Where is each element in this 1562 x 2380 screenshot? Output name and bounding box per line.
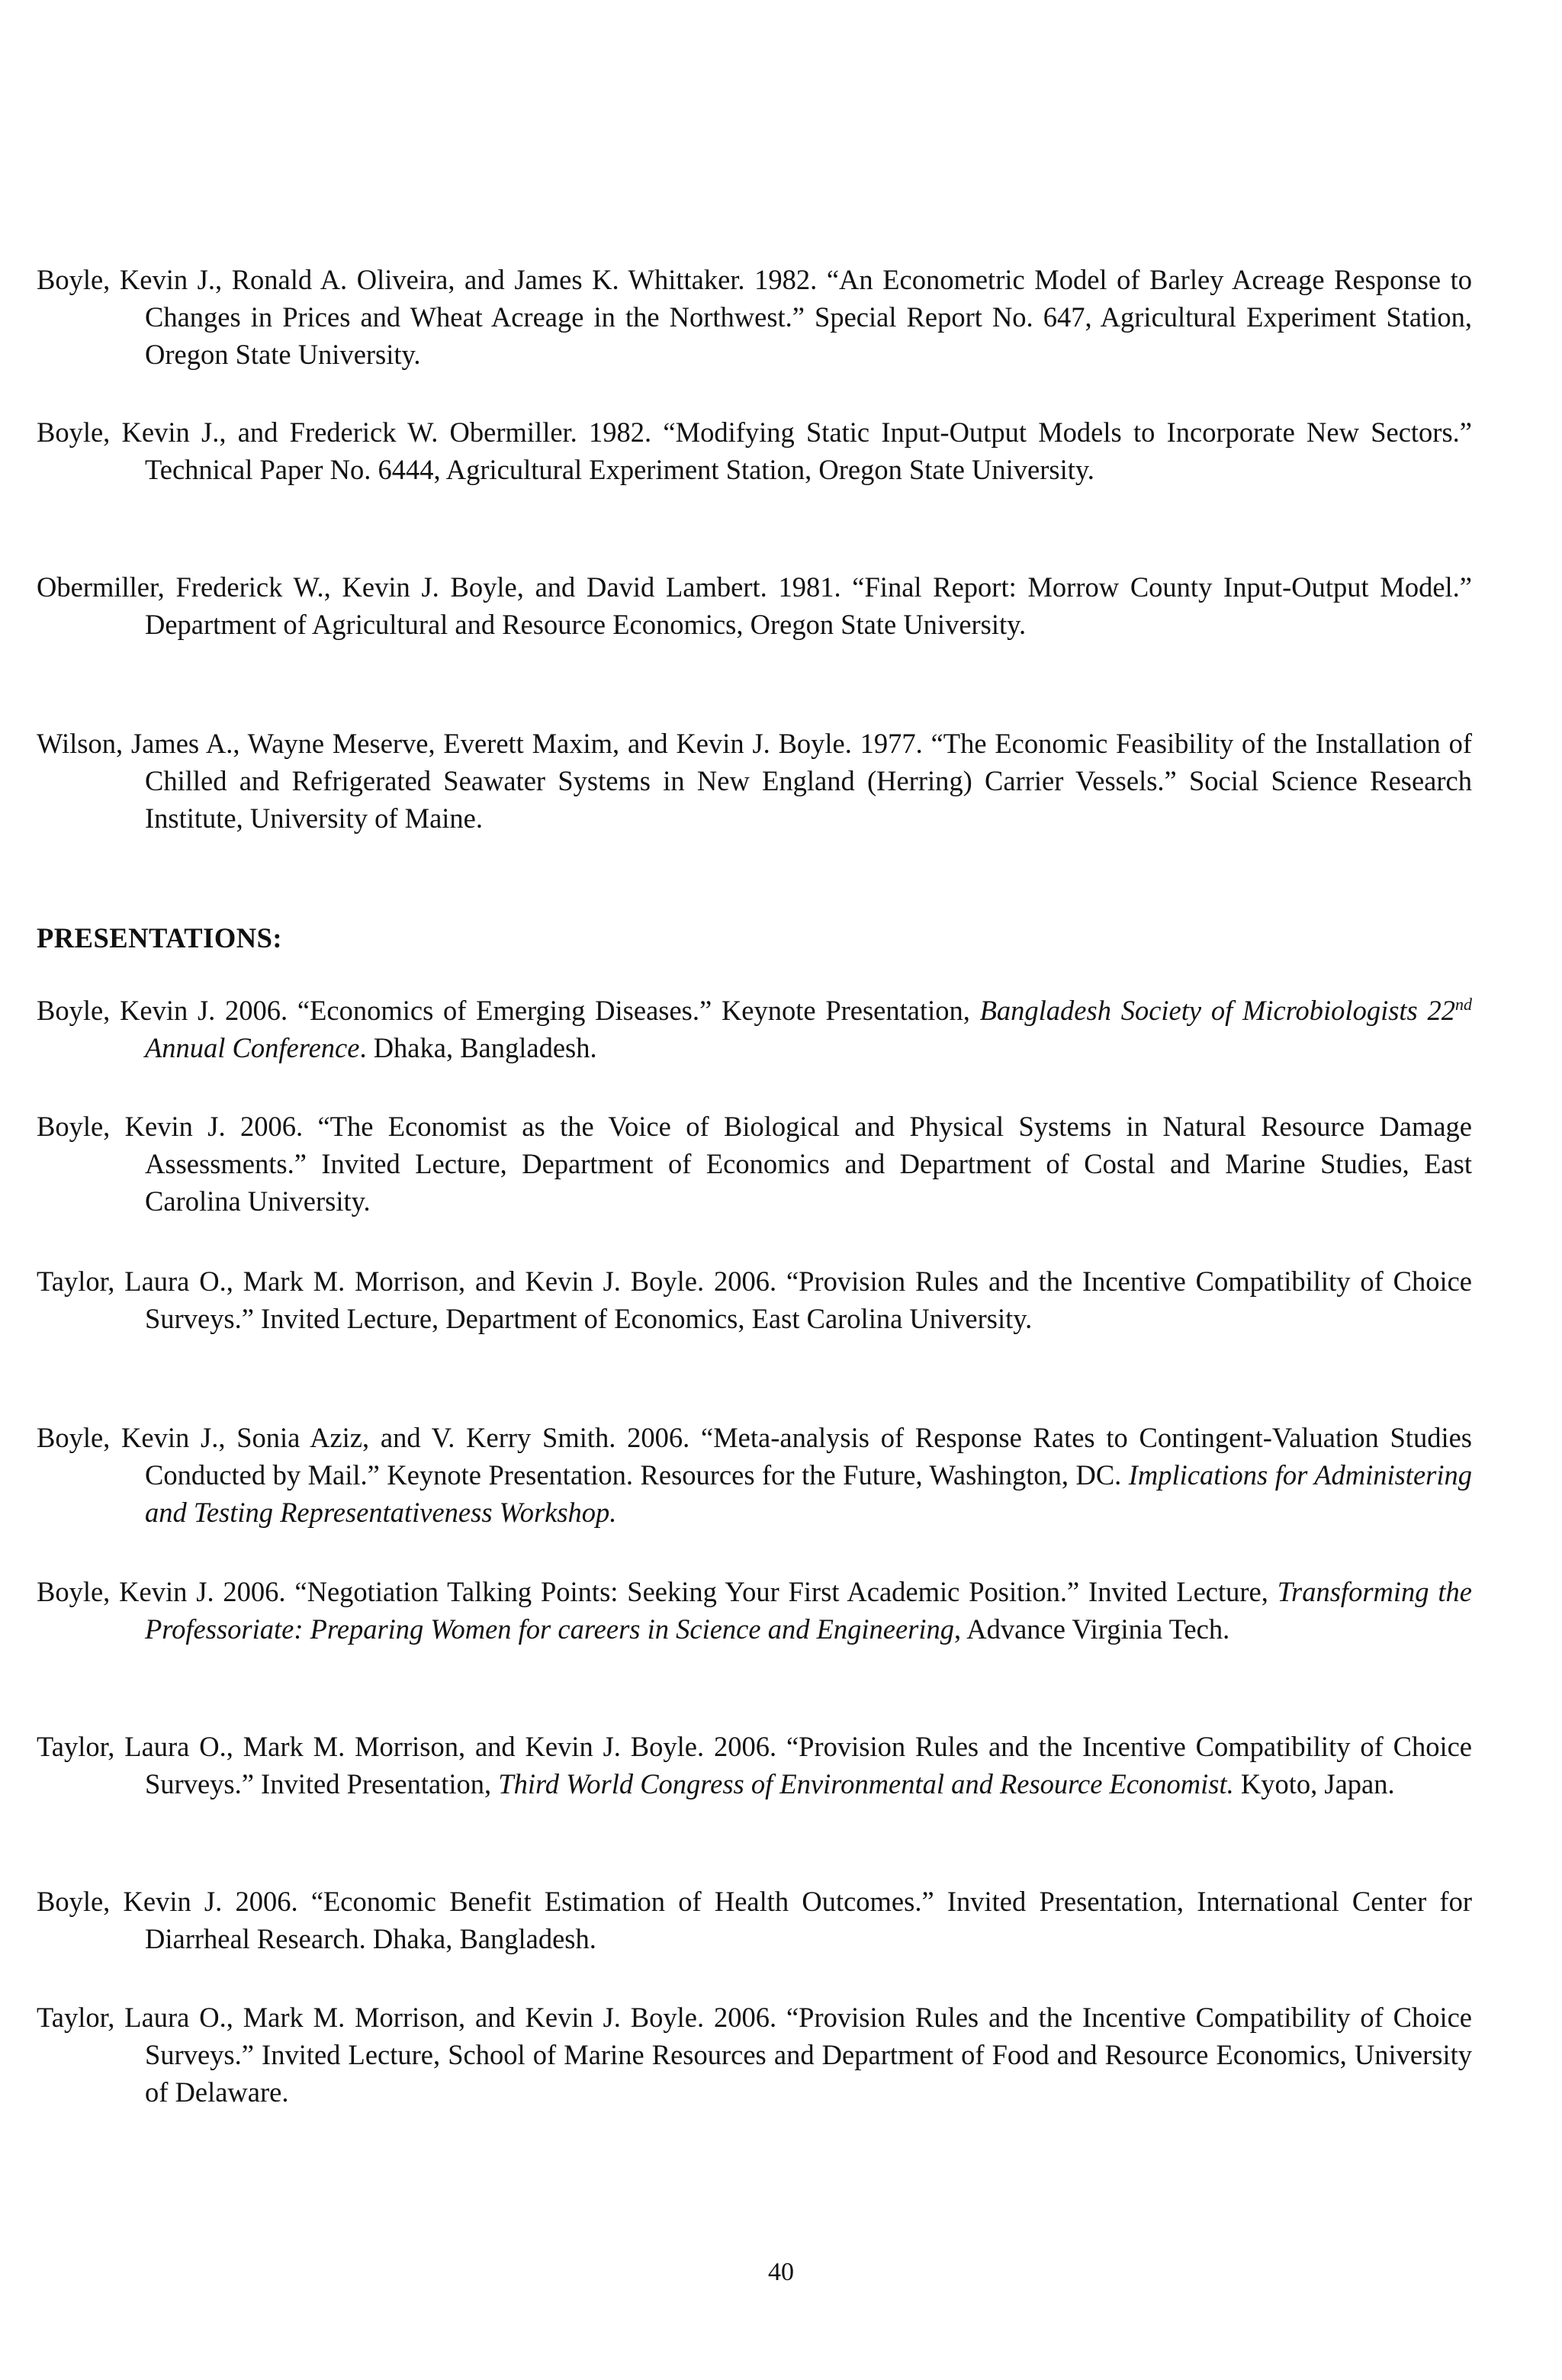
- presentation-venue: Third World Congress of Environmental and Resource Economist.: [498, 1768, 1234, 1799]
- presentation-entry-6: [37, 1728, 1472, 1803]
- presentation-venue: Transforming the Professoriate: Preparing Women for careers in Science and Engineering: [145, 1576, 1472, 1645]
- page-number: 40: [768, 2258, 794, 2286]
- presentation-text: Boyle, Kevin J. 2006. “Economic Benefit Estimation of Health Outcomes.” Invited Presentation, International Center for Diarrheal Research. Dhaka, Bangladesh.: [37, 1886, 1472, 1954]
- presentation-entry-4: [37, 1419, 1472, 1531]
- presentation-text: Taylor, Laura O., Mark M. Morrison, and Kevin J. Boyle. 2006. “Provision Rules and the Incentive Compatibility of Choice Surveys.” Invited Lecture, Department of Economics, East Carolina University.: [37, 1266, 1472, 1334]
- presentation-text: Boyle, Kevin J. 2006. “The Economist as the Voice of Biological and Physical Systems in Natural Resource Damage Assessments.” Invited Lecture, Department of Economics and Department of Costal and Marine Studies, East Carolina University.: [37, 1111, 1472, 1217]
- presentation-entry-7: [37, 1883, 1472, 1957]
- presentation-superscript: nd: [1455, 994, 1472, 1014]
- presentation-text: Taylor, Laura O., Mark M. Morrison, and Kevin J. Boyle. 2006. “Provision Rules and the Incentive Compatibility of Choice Surveys.” Invited Presentation,: [37, 1731, 1472, 1799]
- presentation-venue: Implications for Administering and Testing Representativeness Workshop.: [145, 1459, 1472, 1528]
- presentation-entry-8: [37, 1999, 1472, 2111]
- reference-text: Boyle, Kevin J., Ronald A. Oliveira, and James K. Whittaker. 1982. “An Econometric Model of Barley Acreage Response to Changes in Prices and Wheat Acreage in the Northwest.” Special Report No. 647, Agricultural Experiment Station, Oregon State University.: [37, 264, 1472, 370]
- presentation-text: Boyle, Kevin J., Sonia Aziz, and V. Kerry Smith. 2006. “Meta-analysis of Response Rates to Contingent-Valuation Studies Conducted by Mail.” Keynote Presentation. Resources for the Future, Washington, DC.: [37, 1422, 1472, 1491]
- reference-entry-1: [37, 261, 1472, 373]
- presentation-entry-5: [37, 1573, 1472, 1648]
- section-heading-presentations: PRESENTATIONS:: [37, 922, 283, 954]
- presentation-venue-cont: Annual Conference: [145, 1032, 360, 1063]
- presentation-text: Boyle, Kevin J. 2006. “Negotiation Talking Points: Seeking Your First Academic Position.” Invited Lecture,: [37, 1576, 1278, 1607]
- presentation-text: Taylor, Laura O., Mark M. Morrison, and Kevin J. Boyle. 2006. “Provision Rules and the Incentive Compatibility of Choice Surveys.” Invited Lecture, School of Marine Resources and Department of Food and Resource Economics, University of Delaware.: [37, 2002, 1472, 2108]
- presentation-location: Kyoto, Japan.: [1233, 1768, 1395, 1799]
- reference-entry-4: [37, 725, 1472, 837]
- presentation-entry-3: [37, 1262, 1472, 1337]
- reference-entry-2: [37, 413, 1472, 488]
- presentation-entry-2: [37, 1108, 1472, 1220]
- reference-text: Wilson, James A., Wayne Meserve, Everett Maxim, and Kevin J. Boyle. 1977. “The Economic Feasibility of the Installation of Chilled and Refrigerated Seawater Systems in New England (Herring) Carrier Vessels.” Social Science Research Institute, University of Maine.: [37, 728, 1472, 834]
- reference-text: Obermiller, Frederick W., Kevin J. Boyle, and David Lambert. 1981. “Final Report: Morrow County Input-Output Model.” Department of Agricultural and Resource Economics, Oregon State University.: [37, 571, 1472, 640]
- reference-entry-3: [37, 568, 1472, 643]
- presentation-location: , Advance Virginia Tech.: [954, 1613, 1230, 1645]
- presentation-venue: Bangladesh Society of Microbiologists 22: [979, 995, 1455, 1026]
- presentation-entry-1: [37, 992, 1472, 1066]
- reference-text: Boyle, Kevin J., and Frederick W. Obermiller. 1982. “Modifying Static Input-Output Models to Incorporate New Sectors.” Technical Paper No. 6444, Agricultural Experiment Station, Oregon State University.: [37, 416, 1472, 485]
- presentation-text: Boyle, Kevin J. 2006. “Economics of Emerging Diseases.” Keynote Presentation,: [37, 995, 980, 1026]
- presentation-location: . Dhaka, Bangladesh.: [359, 1032, 597, 1063]
